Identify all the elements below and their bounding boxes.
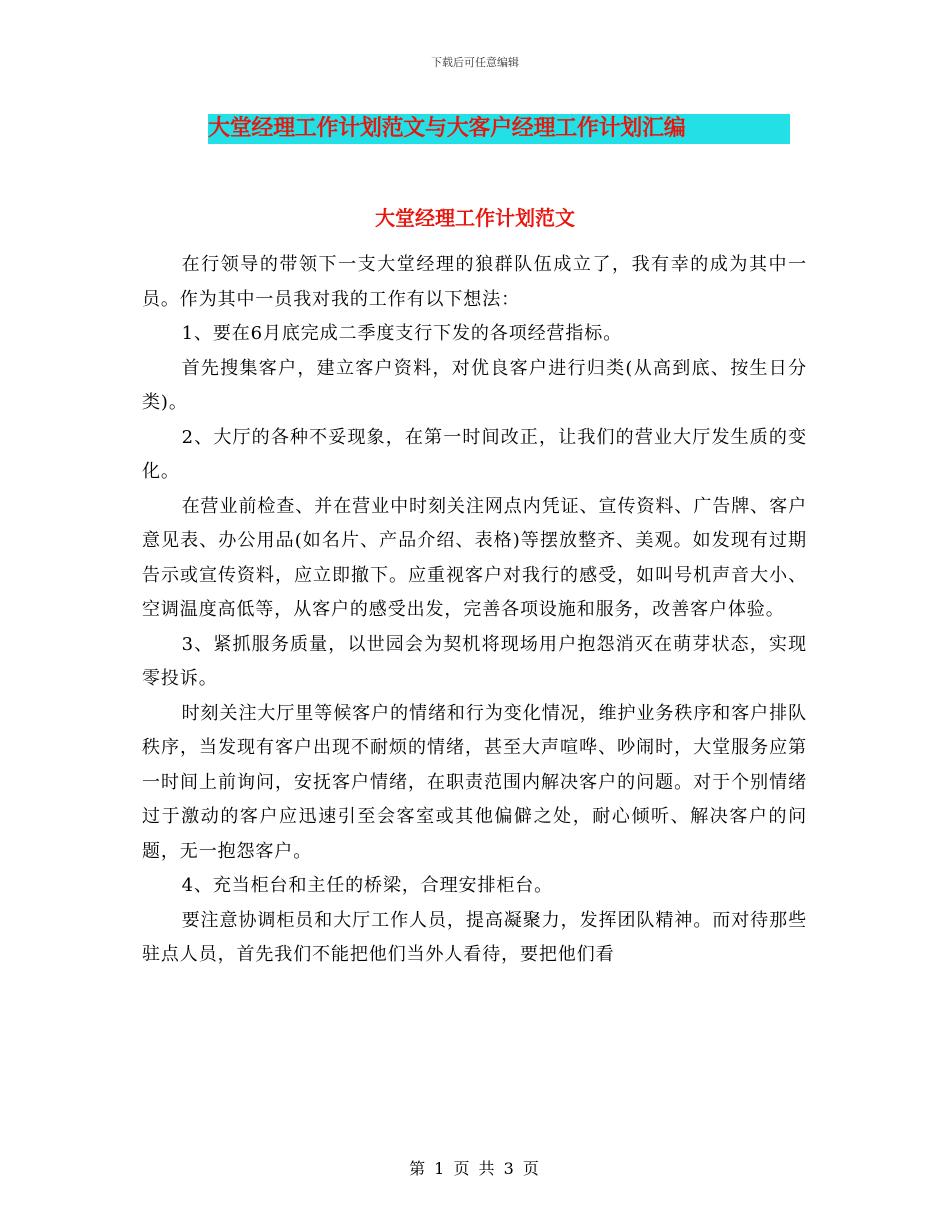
paragraph: 在营业前检查、并在营业中时刻关注网点内凭证、宣传资料、广告牌、客户意见表、办公用品(如名片、产品介绍、表格)等摆放整齐、美观。如发现有过期告示或宣传资料，应立即撤下。应重视客户对我行的感受，如叫号机声音大小、空调温度高低等，从客户的感受出发，完善各项设施和服务，改善客户体验。 (142, 495, 807, 620)
paragraph: 时刻关注大厅里等候客户的情绪和行为变化情况，维护业务秩序和客户排队秩序，当发现有客户出现不耐烦的情绪，甚至大声喧哗、吵闹时，大堂服务应第一时间上前询问，安抚客户情绪，在职责范围内解决客户的问题。对于个别情绪过于激动的客户应迅速引至会客室或其他偏僻之处，耐心倾听、解决客户的问题，无一抱怨客户。 (142, 702, 807, 862)
document-body (142, 248, 807, 973)
paragraph: 要注意协调柜员和大厅工作人员，提高凝聚力，发挥团队精神。而对待那些驻点人员，首先我们不能把他们当外人看待，要把他们看 (142, 909, 807, 965)
paragraph: 2、大厅的各种不妥现象，在第一时间改正，让我们的营业大厅发生质的变化。 (142, 426, 807, 482)
paragraph: 在行领导的带领下一支大堂经理的狼群队伍成立了，我有幸的成为其中一员。作为其中一员我对我的工作有以下想法： (142, 254, 807, 310)
paragraph: 3、紧抓服务质量，以世园会为契机将现场用户抱怨消灭在萌芽状态，实现零投诉。 (142, 633, 807, 689)
section-title: 大堂经理工作计划范文 (375, 206, 575, 230)
page-indicator: 第 1 页 共 3 页 (409, 1159, 541, 1178)
title-highlight (208, 114, 790, 144)
paragraph: 4、充当柜台和主任的桥梁，合理安排柜台。 (181, 875, 554, 896)
header-note: 下载后可任意编辑 (431, 56, 519, 69)
document-title: 大堂经理工作计划范文与大客户经理工作计划汇编 (208, 116, 686, 141)
paragraph: 首先搜集客户，建立客户资料，对优良客户进行归类(从高到底、按生日分类)。 (142, 357, 807, 413)
paragraph: 1、要在6月底完成二季度支行下发的各项经营指标。 (181, 323, 623, 344)
